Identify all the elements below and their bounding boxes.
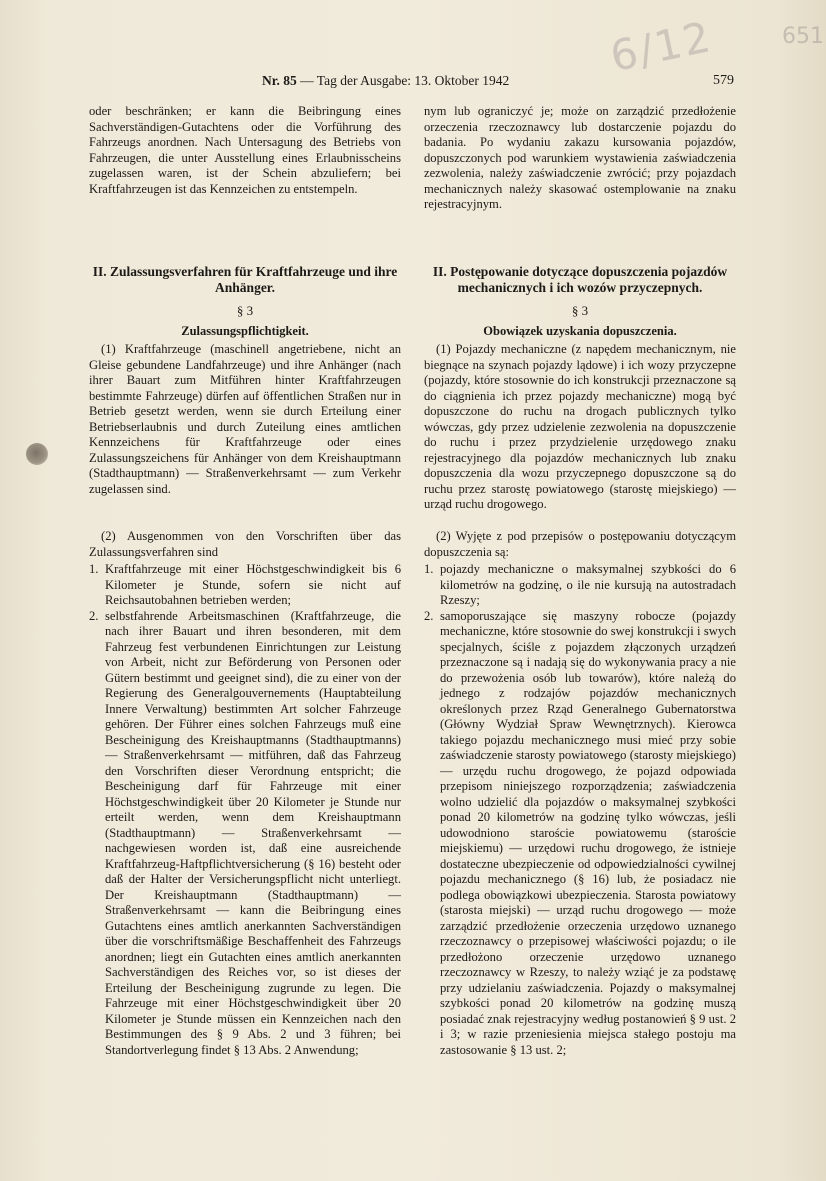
- archive-corner-number: 651: [782, 24, 824, 49]
- de-subheading: Zulassungspflichtigkeit.: [181, 323, 309, 338]
- pl-subsection-1-text: (1) Pojazdy mechaniczne (z napędem mechanicznym, nie biegnące na szynach pojazdy lądowe) i ich wozy przyczepne (pojazdy, które stosownie do ich konstrukcji przeznaczone są do ciągnienia ich przez pojazdy mechaniczne) mogą być dopuszczone do ruchu na drogach publicznych tylko wówczas, gdy przez udzielenie zezwolenia na dopuszczenie do ruchu i przez przydzielenie urzędowego znaku rejestracyjnego dla pojazdów mechanicznych lub znaku dopuszczenia dla wozu przyczepnego dopuszczone są do ruchu przez starostę powiatowego (starostę miejskiego) — urząd ruchu drogowego.: [424, 342, 736, 511]
- pl-section-title: II. Postępowanie dotyczące dopuszczenia pojazdów mechanicznych i ich wozów przyczepnych.: [432, 264, 728, 295]
- de-intro-paragraph: oder beschränken; er kann die Beibringung eines Sachverständigen-Gutachtens oder die Vorführung des Fahrzeugs anordnen. Nach Untersagung des Betriebs von Fahrzeugen, die unter Ausstellung eines Erlaubnisscheins zugelassen waren, ist der Schein abzuliefern; bei Kraftfahrzeugen ist das Kennzeichen zu entstempeln.: [89, 104, 401, 196]
- de-intro-block: [89, 104, 401, 197]
- pl-list-item-2-text: samoporuszające się maszyny robocze (pojazdy mechaniczne, które stosownie do swej konstrukcji i swych specjalnych, ściśle z pojazdem złączonych urządzeń przeznaczone są i nadają się do wykonywania pracy a nie do przewożenia osób lub towarów), które należą do jednego z rodzajów pojazdów mechanicznych określonych przez Rząd Generalnego Gubernatorstwa (Główny Wydział Spraw Wewnętrznych). Kierowca takiego pojazdu mechanicznego musi mieć przy sobie zaświadczenie starosty powiatowego (starosty miejskiego) — urzędu ruchu drogowego, że pojazd odpowiada przepisom niniejszego rozporządzenia; zaświadczenia wolno udzielić dla pojazdów o maksymalnej szybkości ponad 20 kilometrów na godzinę tylko wówczas, jeśli udowodniono staroście powiatowemu (staroście miejskiemu) — urzędowi ruchu drogowego, że istnieje dostateczne ubezpieczenie od odpowiedzialności cywilnej pojazdu mechanicznego (§ 16) lub, że posiadacz nie podlega obowiązkowi ubezpieczenia. Starosta powiatowy (starosta miejski) — urząd ruchu drogowego — może zarządzić przedłożenie orzeczenia urzędowo uznanego rzeczoznawcy o przepisowej właściwości pojazdu; o ile przedłożono orzeczenie urzędowo uznanego rzeczoznawcy w Rzeszy, to należy wziąć je za podstawę przy udzielaniu zaświadczenia. Pojazdy o maksymalnej szybkości ponad 20 kilometrów na godzinę muszą posiadać znak rejestracyjny według postanowień § 9 ust. 2 i 3; w razie przeniesienia miejsca stałego postoju ma zastosowanie § 13 ust. 2;: [440, 608, 736, 1057]
- pl-paragraph-number: § 3: [571, 303, 589, 318]
- issue-line: [262, 73, 509, 89]
- pl-subsection-1: [424, 342, 736, 513]
- handwritten-archive-mark: 6/12: [606, 11, 717, 82]
- de-section-title: II. Zulassungsverfahren für Kraftfahrzeuge und ihre Anhänger.: [92, 264, 398, 295]
- pl-subsection-2: [424, 529, 736, 1058]
- de-list-item-1-text: Kraftfahrzeuge mit einer Höchstgeschwindigkeit bis 6 Kilometer je Stunde, sofern sie nicht auf Reichsautobahnen betrieben werden;: [105, 562, 401, 607]
- de-subsection-2: [89, 529, 401, 1058]
- punch-hole: [26, 443, 48, 465]
- de-subsection-1: [89, 342, 401, 497]
- header-separator: —: [300, 73, 314, 88]
- de-list-item-2-number: 2.: [89, 608, 99, 623]
- pl-subheading: Obowiązek uzyskania dopuszczenia.: [483, 323, 677, 338]
- pl-section-header-block: [424, 264, 736, 339]
- issue-date: Tag der Ausgabe: 13. Oktober 1942: [316, 73, 510, 88]
- pl-list-item-1-number: 1.: [424, 562, 434, 576]
- de-list-item-2-text: selbstfahrende Arbeitsmaschinen (Kraftfahrzeuge, die nach ihrer Bauart und ihren besonderen, mit dem Fahrzeug fest verbundenen Einrichtungen zur Leistung von Arbeit, nicht zur Beförderung von Personen oder Gütern bestimmt und geeignet sind), die zu einer von der Regierung des Generalgouvernements (Hauptabteilung Innere Verwaltung) bestimmten Art solcher Fahrzeuge gehören. Der Führer eines solchen Fahrzeugs muß eine Bescheinigung des Kreishauptmanns (Stadthauptmanns) — Straßenverkehrsamt — mitführen, daß das Fahrzeug den Vorschriften dieser Verordnung entspricht; die Bescheinigung darf für Fahrzeuge mit einer Höchstgeschwindigkeit über 20 Kilometer je Stunde nur erteilt werden, wenn dem Kreishauptmann (Stadthauptmann) — Straßenverkehrsamt — nachgewiesen worden ist, daß eine ausreichende Kraftfahrzeug-Haftpflichtversicherung (§ 16) besteht oder daß der Halter der Versicherungspflicht nicht unterliegt. Der Kreishauptmann (Stadthauptmann) — Straßenverkehrsamt — kann die Beibringung eines Gutachtens eines amtlich anerkannten Sachverständigen über die vorschriftsmäßige Beschaffenheit des Fahrzeugs anordnen; liegt ein Gutachten eines amtlich anerkannten Sachverständigen des Reiches vor, so ist dieses der Erteilung der Bescheinigung zugrunde zu legen. Die Fahrzeuge mit einer Höchstgeschwindigkeit über 20 Kilometer je Stunde müssen ein Kennzeichen nach den Bestimmungen des § 9 Abs. 2 und 3 führen; bei Standortverlegung findet § 13 Abs. 2 Anwendung;: [105, 608, 401, 1057]
- pl-list-item-1: [424, 562, 736, 609]
- pl-intro-block: [424, 104, 736, 213]
- de-paragraph-number: § 3: [236, 303, 254, 318]
- pl-intro-paragraph: nym lub ograniczyć je; może on zarządzić przedłożenie orzeczenia rzeczoznawcy lub dostarczenie pojazdu do badania. Po wydaniu zakazu kursowania pojazdów, dopuszczonych pod warunkiem wystawienia zaświadczenia zezwolenia, należy zaświadczenie zwrócić; przy pojazdach mechanicznych należy skasować ostemplowanie na znaku rejestracyjnym.: [424, 104, 736, 211]
- pl-list-item-1-text: pojazdy mechaniczne o maksymalnej szybkości do 6 kilometrów na godzinę, o ile nie kursują na autostradach Rzeszy;: [440, 562, 736, 607]
- pl-subsection-2-text: (2) Wyjęte z pod przepisów o postępowaniu dotyczącym dopuszczenia są:: [424, 529, 736, 559]
- page-number: 579: [713, 73, 734, 88]
- de-list-item-1-number: 1.: [89, 562, 99, 576]
- de-subsection-2-text: (2) Ausgenommen von den Vorschriften über das Zulassungsverfahren sind: [89, 529, 401, 559]
- pl-list-item-2: [424, 609, 736, 1059]
- de-section-header-block: [89, 264, 401, 339]
- de-subsection-1-text: (1) Kraftfahrzeuge (maschinell angetriebene, nicht an Gleise gebundene Landfahrzeuge) und ihre Anhänger (nach ihrer Bauart zum Mitführen hinter Kraftfahrzeugen bestimmte Fahrzeuge) dürfen auf öffentlichen Straßen nur in Betrieb gesetzt werden, wenn sie durch Erteilung einer Betriebserlaubnis und durch Zuteilung eines amtlichen Kennzeichens für Kraftfahrzeuge oder eines Zulassungszeichens für Anhänger von dem Kreishauptmann (Stadthauptmann) — Straßenverkehrsamt — zum Verkehr zugelassen sind.: [89, 342, 401, 496]
- issue-number: Nr. 85: [262, 73, 297, 88]
- de-list-item-2: [89, 609, 401, 1059]
- de-list-item-1: [89, 562, 401, 609]
- pl-list-item-2-number: 2.: [424, 608, 434, 623]
- running-header: [92, 73, 742, 91]
